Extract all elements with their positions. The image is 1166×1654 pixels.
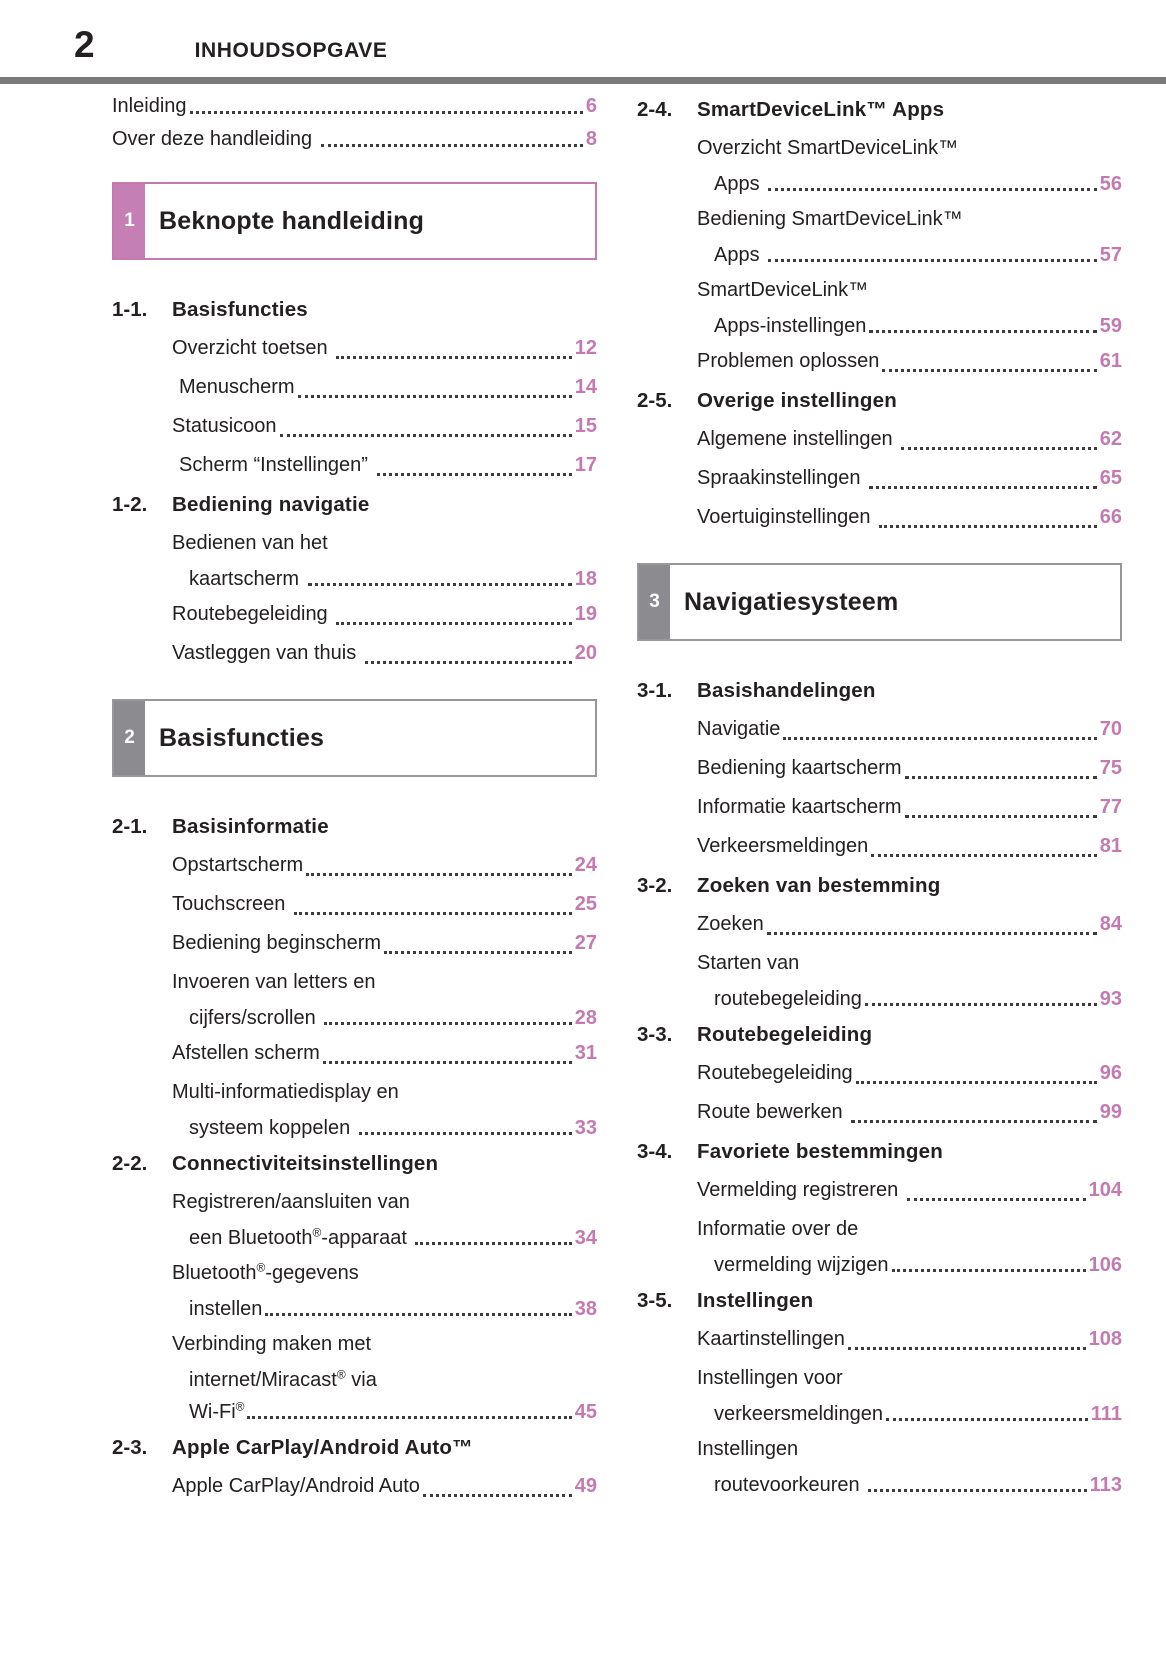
dot-leader <box>907 1171 1086 1201</box>
toc-item-line <box>172 407 597 446</box>
dot-leader <box>869 310 1096 333</box>
toc-item-line <box>172 1183 597 1222</box>
toc-page-number: 81 <box>1099 835 1122 857</box>
toc-item-line <box>172 1112 597 1144</box>
toc-page-number: 75 <box>1099 757 1122 779</box>
page-title: INHOUDSOPGAVE <box>194 39 388 62</box>
toc-item-text: Apps <box>714 173 766 195</box>
section-items <box>637 1320 1122 1501</box>
toc-item <box>697 944 1122 1015</box>
section-heading <box>112 1428 597 1467</box>
toc-item-text: routebegeleiding <box>714 988 862 1010</box>
section-items <box>637 1054 1122 1132</box>
chapter-title: Beknopte handleiding <box>159 206 425 235</box>
toc-page-number: 18 <box>574 568 597 590</box>
toc-page-number: 38 <box>574 1298 597 1320</box>
toc-item <box>172 634 597 673</box>
section-items <box>112 329 597 485</box>
toc-item-text: Kaartinstellingen <box>697 1328 845 1350</box>
section-title: Apple CarPlay/Android Auto™ <box>172 1436 473 1459</box>
toc-page-number: 28 <box>574 1007 597 1029</box>
section-heading <box>112 807 597 846</box>
section-title: Basishandelingen <box>697 679 876 702</box>
dot-leader <box>308 563 572 586</box>
section-items <box>112 524 597 673</box>
toc-item-text: Informatie kaartscherm <box>697 796 902 818</box>
toc-content <box>0 84 1166 1506</box>
toc-item-line <box>697 944 1122 983</box>
toc-item-line <box>697 420 1122 459</box>
toc-item <box>697 1359 1122 1430</box>
toc-page-number: 84 <box>1099 913 1122 935</box>
dot-leader <box>336 595 572 625</box>
dot-leader <box>336 329 572 359</box>
toc-item-text: Bediening kaartscherm <box>697 757 902 779</box>
toc-item-text: een Bluetooth®-apparaat <box>189 1225 413 1249</box>
toc-item-text: Bediening SmartDeviceLink™ <box>697 208 963 230</box>
toc-item-line <box>697 788 1122 827</box>
toc-item-line <box>697 459 1122 498</box>
toc-item-text: Bediening beginscherm <box>172 932 382 954</box>
toc-page-number: 61 <box>1099 350 1122 372</box>
toc-page-number: 8 <box>585 128 597 150</box>
section-title: Basisinformatie <box>172 815 329 838</box>
toc-page-number: 108 <box>1088 1328 1122 1350</box>
toc-page-number: 57 <box>1099 244 1122 266</box>
dot-leader <box>871 827 1097 857</box>
section-items <box>112 1183 597 1428</box>
toc-item-line <box>697 983 1122 1015</box>
chapter-title: Navigatiesysteem <box>684 587 899 616</box>
toc-item <box>172 407 597 446</box>
toc-item-text: Wi-Fi® <box>189 1399 245 1423</box>
toc-item <box>172 446 597 485</box>
toc-page-number: 34 <box>574 1227 597 1249</box>
toc-item-text: Touchscreen <box>172 893 291 915</box>
toc-item-text: Statusicoon <box>172 415 277 437</box>
toc-item-line <box>112 90 597 123</box>
toc-page-number: 24 <box>574 854 597 876</box>
section-heading <box>112 1144 597 1183</box>
toc-item <box>112 90 597 123</box>
toc-item <box>172 963 597 1034</box>
toc-item-text: cijfers/scrollen <box>189 1007 322 1029</box>
toc-item-line <box>697 200 1122 239</box>
toc-item <box>697 271 1122 342</box>
section-label: 3-2. <box>637 874 673 897</box>
toc-page-number: 65 <box>1099 467 1122 489</box>
dot-leader <box>856 1054 1097 1084</box>
toc-item <box>172 524 597 595</box>
section-items <box>637 420 1122 537</box>
toc-item-line <box>172 1073 597 1112</box>
toc-item-text: Informatie over de <box>697 1218 859 1240</box>
page-header <box>0 0 1166 66</box>
toc-item <box>697 827 1122 866</box>
toc-item-line <box>172 885 597 924</box>
toc-item-line <box>172 524 597 563</box>
toc-page-number: 6 <box>585 95 597 117</box>
toc-item-line <box>697 498 1122 537</box>
toc-column-left <box>112 90 597 1506</box>
toc-item-text: kaartscherm <box>189 568 305 590</box>
section-heading <box>637 90 1122 129</box>
toc-item-text: Opstartscherm <box>172 854 304 876</box>
section-items <box>112 846 597 1144</box>
dot-leader <box>306 846 572 876</box>
toc-item-text: Overzicht toetsen <box>172 337 334 359</box>
section-items <box>637 710 1122 866</box>
toc-page-number: 27 <box>574 932 597 954</box>
toc-item-line <box>697 1054 1122 1093</box>
toc-item-text: Routebegeleiding <box>172 603 334 625</box>
toc-item-line <box>697 310 1122 342</box>
toc-item-line <box>172 595 597 634</box>
toc-item-line <box>172 1325 597 1364</box>
toc-page-number: 12 <box>574 337 597 359</box>
dot-leader <box>869 459 1097 489</box>
toc-page-number: 93 <box>1099 988 1122 1010</box>
toc-item-line <box>697 1093 1122 1132</box>
toc-item <box>697 342 1122 381</box>
chapter-number-tab: 2 <box>114 701 145 775</box>
toc-item-line <box>697 129 1122 168</box>
toc-item-line <box>172 924 597 963</box>
toc-item-line <box>172 1293 597 1325</box>
toc-item <box>697 1430 1122 1501</box>
toc-item-line <box>697 342 1122 381</box>
toc-page-number: 14 <box>574 376 597 398</box>
toc-page-number: 104 <box>1088 1179 1122 1201</box>
toc-item-line <box>172 1467 597 1506</box>
dot-leader <box>905 788 1097 818</box>
toc-item-text: systeem koppelen <box>189 1117 356 1139</box>
section-title: Basisfuncties <box>172 298 308 321</box>
toc-item-line <box>697 271 1122 310</box>
chapter-box <box>112 699 597 777</box>
dot-leader <box>882 342 1096 372</box>
toc-item-text: Vastleggen van thuis <box>172 642 362 664</box>
chapter-box <box>637 563 1122 641</box>
dot-leader <box>377 446 572 476</box>
toc-item-text: Registreren/aansluiten van <box>172 1191 410 1213</box>
toc-item-line <box>697 1210 1122 1249</box>
section-heading <box>637 1281 1122 1320</box>
toc-item <box>697 905 1122 944</box>
toc-item <box>697 1054 1122 1093</box>
toc-item <box>697 1093 1122 1132</box>
dot-leader <box>190 90 583 114</box>
toc-item-line <box>172 1002 597 1034</box>
section-title: Connectiviteitsinstellingen <box>172 1152 439 1175</box>
header-rule <box>0 77 1166 84</box>
toc-item-line <box>172 634 597 673</box>
dot-leader <box>848 1320 1086 1350</box>
dot-leader <box>324 1002 571 1025</box>
section-label: 2-3. <box>112 1436 148 1459</box>
section-label: 2-5. <box>637 389 673 412</box>
toc-item-text: SmartDeviceLink™ <box>697 279 869 301</box>
chapter-title: Basisfuncties <box>159 723 325 752</box>
toc-item <box>172 846 597 885</box>
toc-item-line <box>697 1398 1122 1430</box>
section-title: Overige instellingen <box>697 389 897 412</box>
toc-item-text: Bluetooth®-gegevens <box>172 1260 359 1284</box>
dot-leader <box>323 1034 572 1064</box>
toc-item-line <box>172 1222 597 1254</box>
section-heading <box>637 1015 1122 1054</box>
toc-item-text: Navigatie <box>697 718 781 740</box>
toc-item-text: Afstellen scherm <box>172 1042 320 1064</box>
dot-leader <box>359 1112 572 1135</box>
toc-item-text: Apple CarPlay/Android Auto <box>172 1475 420 1497</box>
toc-item-line <box>697 827 1122 866</box>
toc-item-text: Instellingen voor <box>697 1367 843 1389</box>
dot-leader <box>321 123 583 147</box>
toc-page-number: 20 <box>574 642 597 664</box>
section-title: Zoeken van bestemming <box>697 874 941 897</box>
toc-page-number: 99 <box>1099 1101 1122 1123</box>
toc-item-line <box>172 1396 597 1428</box>
section-title: SmartDeviceLink™ Apps <box>697 98 945 121</box>
toc-item <box>697 129 1122 200</box>
dot-leader <box>783 710 1096 740</box>
toc-page-number: 113 <box>1089 1474 1122 1496</box>
dot-leader <box>886 1398 1088 1421</box>
toc-item <box>697 200 1122 271</box>
toc-item <box>172 368 597 407</box>
toc-page-number: 31 <box>574 1042 597 1064</box>
toc-item-text: Spraakinstellingen <box>697 467 866 489</box>
toc-item <box>697 498 1122 537</box>
dot-leader <box>865 983 1097 1006</box>
toc-item <box>697 710 1122 749</box>
toc-page-number: 59 <box>1099 315 1122 337</box>
toc-item-text: Overzicht SmartDeviceLink™ <box>697 137 959 159</box>
section-items <box>637 905 1122 1015</box>
toc-item <box>172 595 597 634</box>
toc-item-line <box>697 1171 1122 1210</box>
toc-item-text: Zoeken <box>697 913 764 935</box>
section-title: Favoriete bestemmingen <box>697 1140 943 1163</box>
toc-item-line <box>697 1469 1122 1501</box>
toc-item-text: Scherm “Instellingen” <box>179 454 374 476</box>
page-number: 2 <box>74 24 96 65</box>
toc-column-right <box>637 90 1122 1506</box>
toc-item <box>172 885 597 924</box>
toc-item-text: Verbinding maken met <box>172 1333 372 1355</box>
dot-leader <box>905 749 1097 779</box>
toc-item-line <box>172 963 597 1002</box>
section-label: 2-2. <box>112 1152 148 1175</box>
toc-item-text: verkeersmeldingen <box>714 1403 883 1425</box>
dot-leader <box>423 1467 572 1497</box>
toc-item-line <box>697 905 1122 944</box>
toc-item <box>112 123 597 156</box>
toc-page-number: 77 <box>1099 796 1122 818</box>
toc-item-text: internet/Miracast® via <box>189 1367 377 1391</box>
toc-item-line <box>172 368 597 407</box>
toc-item <box>697 788 1122 827</box>
toc-item-line <box>172 563 597 595</box>
toc-item <box>172 1183 597 1254</box>
chapter-number-tab: 3 <box>639 565 670 639</box>
section-label: 1-1. <box>112 298 148 321</box>
toc-item-text: Apps-instellingen <box>714 315 867 337</box>
toc-item-text: Invoeren van letters en <box>172 971 376 993</box>
section-heading <box>637 671 1122 710</box>
toc-item-line <box>172 446 597 485</box>
chapter-box <box>112 182 597 260</box>
toc-item-line <box>697 239 1122 271</box>
toc-item <box>172 1325 597 1428</box>
toc-item-line <box>697 749 1122 788</box>
section-title: Routebegeleiding <box>697 1023 873 1046</box>
section-items <box>637 1171 1122 1281</box>
toc-item-text: vermelding wijzigen <box>714 1254 889 1276</box>
toc-page-number: 96 <box>1099 1062 1122 1084</box>
toc-item-line <box>172 1364 597 1396</box>
dot-leader <box>868 1469 1087 1492</box>
toc-item <box>172 1254 597 1325</box>
toc-item-line <box>697 1320 1122 1359</box>
dot-leader <box>280 407 572 437</box>
section-label: 3-4. <box>637 1140 673 1163</box>
toc-item-text: Algemene instellingen <box>697 428 899 450</box>
toc-item-text: routevoorkeuren <box>714 1474 866 1496</box>
dot-leader <box>415 1222 571 1245</box>
toc-item-line <box>172 1254 597 1293</box>
toc-item <box>697 459 1122 498</box>
dot-leader <box>294 885 572 915</box>
section-title: Bediening navigatie <box>172 493 370 516</box>
section-heading <box>637 381 1122 420</box>
dot-leader <box>901 420 1097 450</box>
toc-item <box>172 1073 597 1144</box>
toc-page-number: 62 <box>1099 428 1122 450</box>
toc-item-line <box>172 846 597 885</box>
section-label: 3-1. <box>637 679 673 702</box>
toc-item-line <box>172 1034 597 1073</box>
dot-leader <box>767 905 1097 935</box>
toc-page-number: 17 <box>574 454 597 476</box>
toc-item <box>697 1320 1122 1359</box>
toc-item-text: Starten van <box>697 952 800 974</box>
section-items <box>112 1467 597 1506</box>
dot-leader <box>365 634 572 664</box>
section-items <box>637 129 1122 381</box>
toc-item-text: Multi-informatiedisplay en <box>172 1081 399 1103</box>
toc-page-number: 70 <box>1099 718 1122 740</box>
toc-item <box>697 1171 1122 1210</box>
toc-item-text: Instellingen <box>697 1438 799 1460</box>
toc-item-text: Over deze handleiding <box>112 128 318 150</box>
dot-leader <box>879 498 1097 528</box>
section-label: 2-1. <box>112 815 148 838</box>
toc-page-number: 49 <box>574 1475 597 1497</box>
dot-leader <box>851 1093 1097 1123</box>
toc-item-text: Vermelding registreren <box>697 1179 904 1201</box>
section-heading <box>637 1132 1122 1171</box>
toc-item-text: Verkeersmeldingen <box>697 835 869 857</box>
toc-item <box>172 924 597 963</box>
toc-item-text: Route bewerken <box>697 1101 849 1123</box>
toc-item-line <box>172 329 597 368</box>
toc-item-line <box>697 1359 1122 1398</box>
chapter-number-tab: 1 <box>114 184 145 258</box>
toc-item-text: Voertuiginstellingen <box>697 506 877 528</box>
section-heading <box>637 866 1122 905</box>
toc-item-text: Bedienen van het <box>172 532 328 554</box>
dot-leader <box>247 1396 571 1419</box>
toc-page-number: 66 <box>1099 506 1122 528</box>
toc-item <box>172 329 597 368</box>
toc-page-number: 111 <box>1090 1403 1122 1425</box>
toc-page-number: 15 <box>574 415 597 437</box>
front-entries <box>112 90 597 156</box>
dot-leader <box>265 1293 571 1316</box>
toc-page-number: 45 <box>574 1401 597 1423</box>
section-label: 1-2. <box>112 493 148 516</box>
section-title: Instellingen <box>697 1289 814 1312</box>
toc-item-line <box>697 1249 1122 1281</box>
dot-leader <box>768 239 1097 262</box>
toc-item <box>697 749 1122 788</box>
toc-item <box>172 1467 597 1506</box>
toc-item <box>697 420 1122 459</box>
toc-page-number: 25 <box>574 893 597 915</box>
toc-item-text: Menuscherm <box>179 376 295 398</box>
dot-leader <box>892 1249 1086 1272</box>
toc-item-text: instellen <box>189 1298 263 1320</box>
toc-page-number: 19 <box>574 603 597 625</box>
dot-leader <box>768 168 1097 191</box>
toc-item-text: Inleiding <box>112 95 187 117</box>
toc-page-number: 33 <box>574 1117 597 1139</box>
toc-item-text: Problemen oplossen <box>697 350 880 372</box>
toc-item-line <box>112 123 597 156</box>
section-label: 3-3. <box>637 1023 673 1046</box>
dot-leader <box>384 924 572 954</box>
toc-item-text: Routebegeleiding <box>697 1062 853 1084</box>
section-heading <box>112 485 597 524</box>
section-label: 2-4. <box>637 98 673 121</box>
toc-page-number: 106 <box>1088 1254 1122 1276</box>
toc-item <box>697 1210 1122 1281</box>
section-heading <box>112 290 597 329</box>
toc-item-line <box>697 710 1122 749</box>
section-label: 3-5. <box>637 1289 673 1312</box>
toc-page-number: 56 <box>1099 173 1122 195</box>
dot-leader <box>298 368 572 398</box>
toc-item-text: Apps <box>714 244 766 266</box>
toc-item-line <box>697 1430 1122 1469</box>
toc-item-line <box>697 168 1122 200</box>
toc-item <box>172 1034 597 1073</box>
